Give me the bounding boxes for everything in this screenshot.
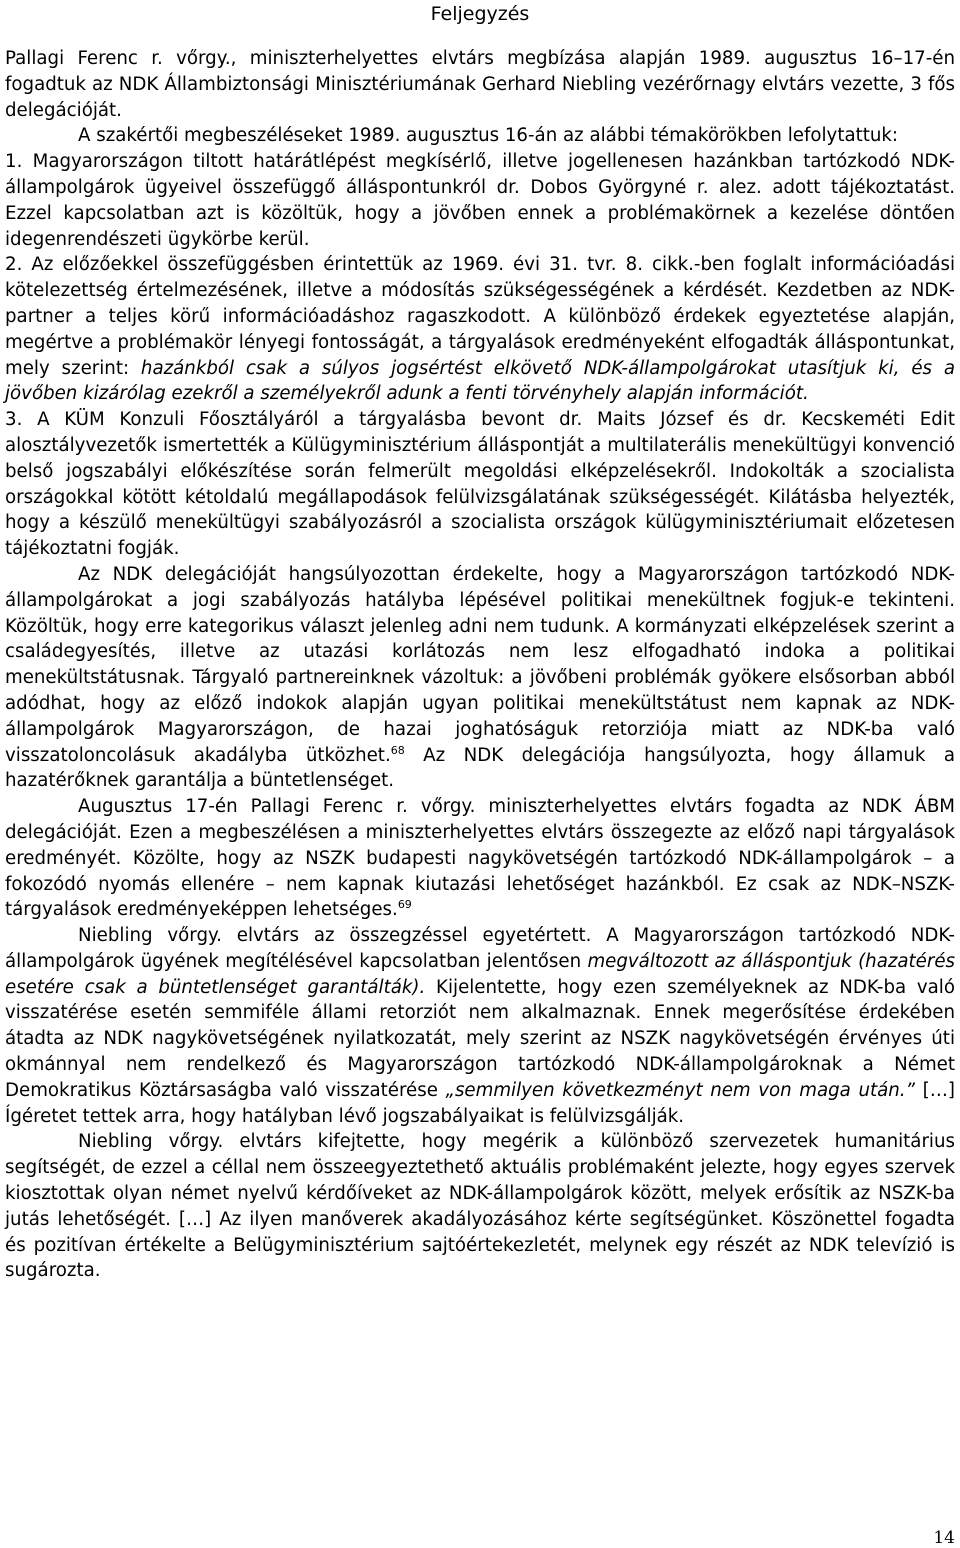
footnote-ref-68[interactable]: 68 — [390, 743, 405, 757]
document-title: Feljegyzés — [430, 3, 530, 25]
paragraph-niebling-agreement — [5, 923, 955, 1129]
page-number: 14 — [933, 1528, 955, 1548]
paragraph-point-2 — [5, 252, 955, 407]
paragraph-point-3: 3. A KÜM Konzuli Főosztályáról a tárgyalásba bevont dr. Maits József és dr. Kecskeméti Edit alosztályvezetők ismertették a Külügyminisztérium álláspontját a multilaterális menekültügyi konvenció belső jogszabályi előkészítése során felmerült megoldási elképzelésekről. Indokolták a szocialista országokkal kötött kétoldalú megállapodások felülvizsgálatának szükségességét. Kilátásba helyezték, hogy a készülő menekültügyi szabályozásról a szocialista országok külügyminisztériumait előzetesen tájékoztatni fogják. — [5, 409, 955, 560]
paragraph-august-17-text: Augusztus 17-én Pallagi Ferenc r. vőrgy. miniszterhelyettes elvtárs fogadta az NDK ÁBM delegációját. Ezen a megbeszélésen a miniszterhelyettes elvtárs összegezte az előző napi tárgyalások eredményét. Közölte, hogy az NSZK budapesti nagykövetségén tartózkodó NDK-állampolgárok – a fokozódó nyomás ellenére – nem kapnak kiutazási lehetőséget hazánkból. Ez csak az NDK–NSZK-tárgyalások eredményeképpen lehetséges. — [5, 796, 955, 921]
paragraph-point-2-emphasis: hazánkból csak a súlyos jogsértést elkövető NDK-állampolgárokat utasítjuk ki, és a jövőben kizárólag ezekről a személyekről adunk a fenti törvényhely alapján információt. — [5, 357, 955, 405]
paragraph-niebling-text-a: Niebling vőrgy. elvtárs az összegzéssel egyetértett. A Magyarországon tartózkodó NDK-állampolgárok ügyének megítélésével kapcsolatban jelentősen — [5, 925, 955, 972]
paragraph-ndk-delegation-text: Az NDK delegációját hangsúlyozottan érdekelte, hogy a Magyarországon tartózkodó NDK-állampolgárokat a jogi szabályozás hatályba lépésével politikai menekültnek fogjuk-e tekinteni. Közöltük, hogy erre kategorikus választ jelenleg adni nem tudunk. A kormányzati elképzelések szerint a családegyesítés, illetve az utazási korlátozás nem lesz elfogadható indoka a politikai menekültstátusnak. Tárgyaló partnereinknek vázoltuk: a jövőbeni problémák gyökere elsősorban abból adódhat, hogy az előző indokok alapján ugyan politikai menekültstátust nem kapnak az NDK-állampolgárok Magyarországon, de hazai joghatóságuk retorziója miatt az NDK-ba való visszatoloncolásuk akadályba ütközhet. — [5, 563, 955, 766]
footnote-ref-69[interactable]: 69 — [397, 898, 412, 912]
paragraph-niebling-text-c: […] Ígéretet tettek arra, hogy hatályban lévő jogszabályaikat is felülvizsgálják. — [5, 1079, 955, 1127]
paragraph-niebling-quote: „semmilyen következményt nem von maga után.” — [445, 1079, 915, 1101]
paragraph-point-2-text: 2. Az előzőekkel összefüggésben érintettük az 1969. évi 31. tvr. 8. cikk.-ben foglalt információadási kötelezettség értelmezésének, illetve a módosítás szükségességének a kérdését. Kezdetben az NDK-partner a teljes körű információadáshoz ragaszkodott. A különböző érdekek egyeztetése alapján, megértve a problémakör lényegi fontosságát, a tárgyalások eredményeként elfogadták álláspontunkat, mely szerint: — [5, 254, 955, 379]
paragraph-august-17 — [5, 794, 955, 923]
paragraph-point-1: 1. Magyarországon tiltott határátlépést megkísérlő, illetve jogellenesen hazánkban tartózkodó NDK-állampolgárok ügyeivel összefüggő álláspontunkról dr. Dobos Györgyné r. alez. adott tájékoztatást. Ezzel kapcsolatban azt is közöltük, hogy a jövőben ennek a problémakörnek a kezelése döntően idegenrendészeti ügykörbe kerül. — [5, 151, 955, 250]
paragraph-niebling-emphasis-a: megváltozott az álláspontjuk (hazatérés esetére csak a büntetlenséget garantálták). — [5, 950, 956, 998]
paragraph-ndk-delegation-tail: Az NDK delegációja hangsúlyozta, hogy államuk a hazatérőknek garantálja a büntetlenséget. — [5, 744, 955, 792]
paragraph-niebling-humanitarian: Niebling vőrgy. elvtárs kifejtette, hogy megérik a különböző szervezetek humanitárius segítségét, de ezzel a céllal nem összeegyeztethető aktuális problémaként jelezte, hogy egyes szervek kiosztottak olyan német nyelvű kérdőíveket az NDK-állampolgárok között, melyek erősítik az NSZK-ba jutás lehetőségét. […] Az ilyen manőverek akadályozásához kérte segítségünket. Köszönettel fogadta és pozitívan értékelte a Belügyminisztérium sajtóértekezletét, melynek egy részét az NDK televízió is sugározta. — [5, 1131, 955, 1282]
paragraph-intro: Pallagi Ferenc r. vőrgy., miniszterhelyettes elvtárs megbízása alapján 1989. augusztus 16–17-én fogadtuk az NDK Állambiztonsági Minisztériumának Gerhard Niebling vezérőrnagy elvtárs vezette, 3 fős delegációját. — [5, 48, 955, 121]
paragraph-ndk-delegation — [5, 562, 955, 794]
paragraph-topics-intro: A szakértői megbeszéléseket 1989. augusztus 16-án az alábbi témakörökben lefolytattuk: — [78, 125, 899, 147]
paragraph-niebling-text-b: Kijelentette, hogy ezen személyeknek az NDK-ba való visszatérése esetén semmiféle állami retorziót nem alkalmaznak. Ennek megerősítése érdekében átadta az NDK nagykövetségének nyilatkozatát, mely szerint az NSZK nagykövetségén érvényes úti okmánnyal nem rendelkező és Magyarországon tartózkodó NDK-állampolgároknak a Német Demokratikus Köztársaságba való visszatérése — [5, 976, 955, 1101]
